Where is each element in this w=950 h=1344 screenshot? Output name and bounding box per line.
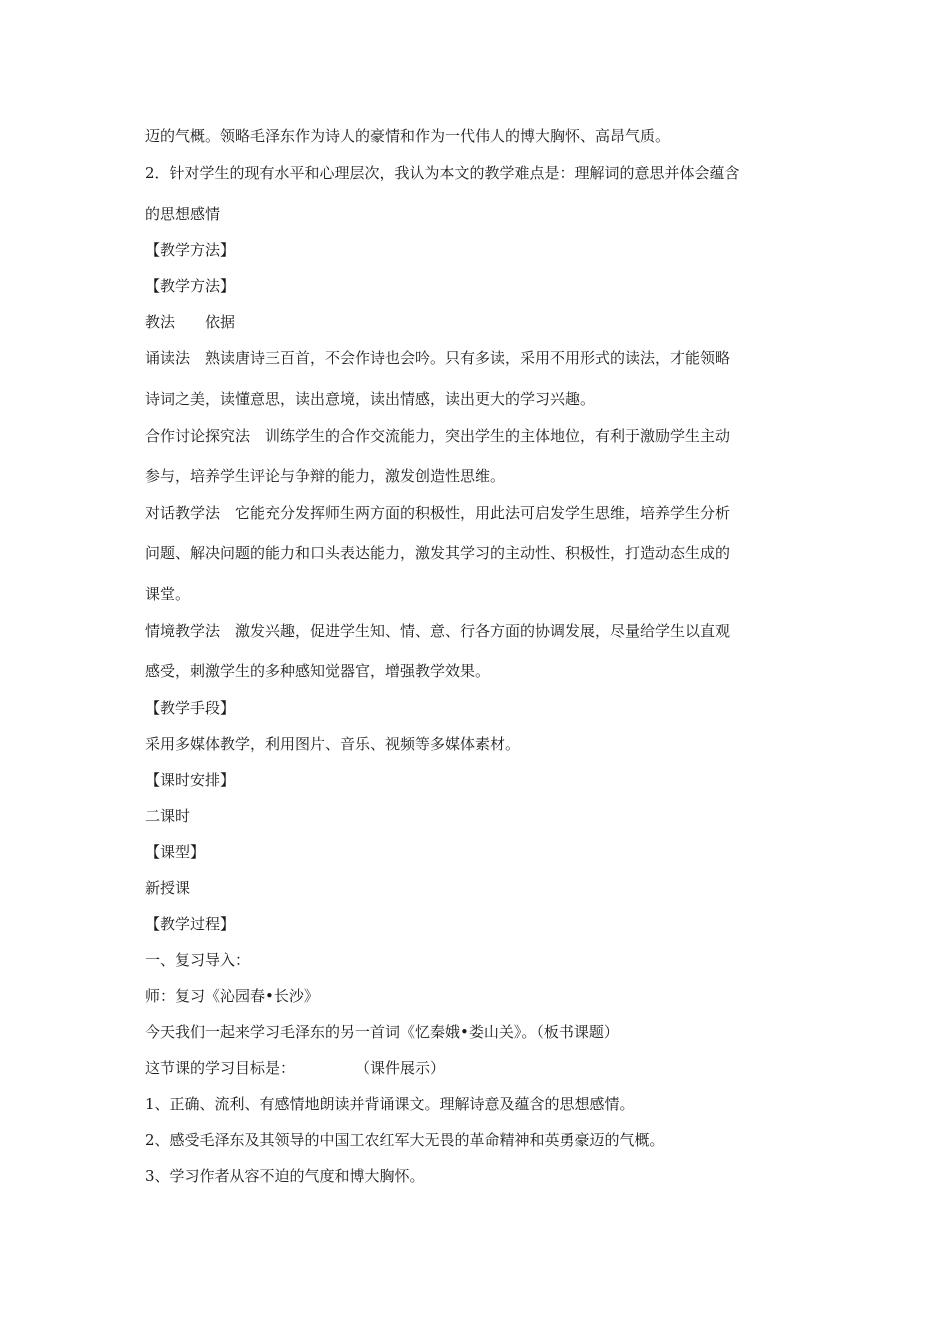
paragraph-line xyxy=(145,878,190,898)
paragraph-line xyxy=(145,163,740,183)
paragraph-line xyxy=(145,1058,445,1078)
section-heading xyxy=(145,914,235,934)
list-item xyxy=(145,1094,635,1114)
line-text: 1、正确、流利、有感情地朗读并背诵课文。理解诗意及蕴含的思想感情。 xyxy=(145,1095,635,1113)
line-text: 新授课 xyxy=(145,879,191,897)
heading-text: 【教学手段】 xyxy=(145,699,236,717)
line-text: 参与，培养学生评论与争辩的能力，激发创造性思维。 xyxy=(145,467,506,485)
line-note: （课件展示） xyxy=(355,1059,446,1077)
line-text: 课堂。 xyxy=(145,585,191,603)
section-heading xyxy=(145,770,235,790)
heading-text: 【教学方法】 xyxy=(145,277,236,295)
paragraph-line xyxy=(145,986,319,1006)
method-description: 熟读唐诗三百首，不会作诗也会吟。只有多读，采用不用形式的读法，才能领略 xyxy=(205,349,731,367)
heading-text: 【教学过程】 xyxy=(145,915,236,933)
paragraph-line xyxy=(145,543,730,563)
line-text: 这节课的学习目标是： xyxy=(145,1059,296,1077)
paragraph-line xyxy=(145,950,250,970)
paragraph-line xyxy=(145,806,190,826)
line-text: 感受，刺激学生的多种感知觉器官，增强教学效果。 xyxy=(145,662,491,680)
heading-text: 【课时安排】 xyxy=(145,771,236,789)
method-line xyxy=(145,348,730,368)
method-name: 对话教学法 xyxy=(145,504,221,522)
method-line xyxy=(145,426,730,446)
paragraph-line xyxy=(145,584,190,604)
paragraph-line xyxy=(145,661,490,681)
paragraph-line xyxy=(145,466,505,486)
paragraph-line xyxy=(145,734,520,754)
method-name: 诵读法 xyxy=(145,349,191,367)
method-line xyxy=(145,503,730,523)
heading-text: 【课型】 xyxy=(145,843,206,861)
method-description: 激发兴趣，促进学生知、情、意、行各方面的协调发展，尽量给学生以直观 xyxy=(235,622,731,640)
method-name: 情境教学法 xyxy=(145,622,221,640)
line-text: 诗词之美，读懂意思，读出意境，读出情感，读出更大的学习兴趣。 xyxy=(145,390,596,408)
section-heading xyxy=(145,842,205,862)
method-description: 训练学生的合作交流能力，突出学生的主体地位，有利于激励学生主动 xyxy=(265,427,731,445)
section-heading xyxy=(145,240,235,260)
basis-label: 依据 xyxy=(205,313,236,331)
method-line xyxy=(145,621,730,641)
section-heading xyxy=(145,698,235,718)
line-text: 2、感受毛泽东及其领导的中国工农红军大无畏的革命精神和英勇豪迈的气概。 xyxy=(145,1131,665,1149)
paragraph-line xyxy=(145,204,220,224)
list-item xyxy=(145,1130,665,1150)
paragraph-line xyxy=(145,126,670,146)
line-text: 今天我们一起来学习毛泽东的另一首词《忆秦娥•娄山关》。（板书课题） xyxy=(145,1023,619,1041)
method-label: 教法 xyxy=(145,313,176,331)
section-heading xyxy=(145,276,235,296)
method-description: 它能充分发挥师生两方面的积极性，用此法可启发学生思维，培养学生分析 xyxy=(235,504,731,522)
line-text: 迈的气概。领略毛泽东作为诗人的豪情和作为一代伟人的博大胸怀、高昂气质。 xyxy=(145,127,671,145)
method-name: 合作讨论探究法 xyxy=(145,427,251,445)
line-text: 的思想感情 xyxy=(145,205,221,223)
line-text: 3、学习作者从容不迫的气度和博大胸怀。 xyxy=(145,1167,425,1185)
list-item xyxy=(145,1166,425,1186)
line-text: 师：复习《沁园春•长沙》 xyxy=(145,987,319,1005)
line-text: 2．针对学生的现有水平和心理层次，我认为本文的教学难点是：理解词的意思并体会蕴含 xyxy=(145,164,740,182)
line-text: 采用多媒体教学，利用图片、音乐、视频等多媒体素材。 xyxy=(145,735,521,753)
line-text: 一、复习导入： xyxy=(145,951,251,969)
heading-text: 【教学方法】 xyxy=(145,241,236,259)
method-header-line xyxy=(145,312,235,332)
paragraph-line xyxy=(145,389,595,409)
paragraph-line xyxy=(145,1022,619,1042)
line-text: 问题、解决问题的能力和口头表达能力，激发其学习的主动性、积极性，打造动态生成的 xyxy=(145,544,731,562)
line-text: 二课时 xyxy=(145,807,191,825)
